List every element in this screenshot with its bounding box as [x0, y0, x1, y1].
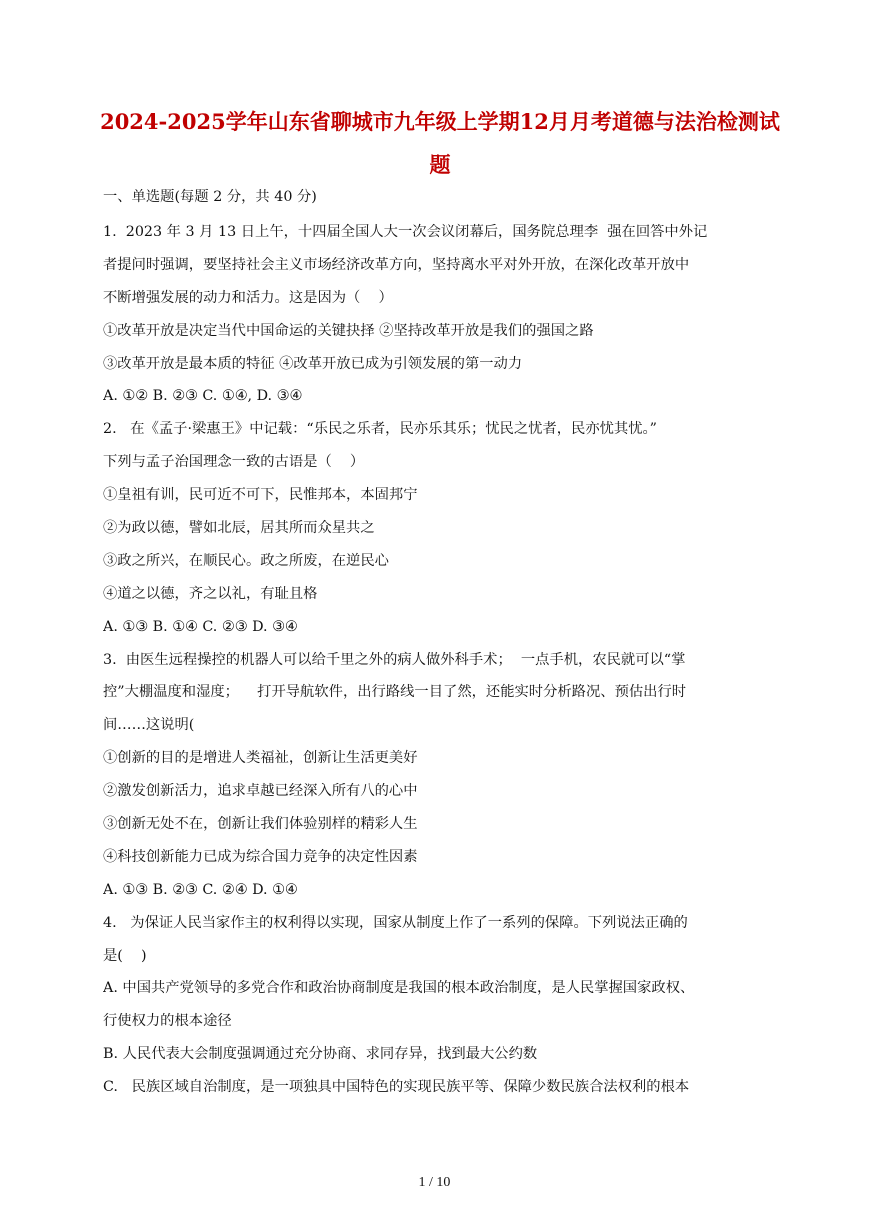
text-line: B. 人民代表大会制度强调通过充分协商、求同存异，找到最大公约数 [103, 1046, 538, 1063]
text-line: A. ①② B. ②③ C. ①④, D. ③④ [103, 388, 303, 405]
question-lines [103, 216, 769, 1104]
text-line: C. 民族区域自治制度，是一项独具中国特色的实现民族平等、保障少数民族合法权利的根本 [103, 1079, 690, 1096]
text-line: ①皇祖有训，民可近不可下，民惟邦本，本固邦宁 [103, 487, 418, 504]
text-line: 控”大棚温度和湿度； 打开导航软件，出行路线一目了然，还能实时分析路况、预估出行时 [103, 684, 687, 701]
text-line: 4. 为保证人民当家作主的权利得以实现，国家从制度上作了一系列的保障。下列说法正确的 [103, 914, 688, 931]
text-line: 不断增强发展的动力和活力。这是因为（ ） [103, 289, 393, 306]
text-line: 下列与孟子治国理念一致的古语是（ ） [103, 454, 365, 471]
document-body [103, 186, 769, 1104]
text-line: ④道之以德，齐之以礼，有耻且格 [103, 585, 318, 602]
text-line: ③改革开放是最本质的特征 ④改革开放已成为引领发展的第一动力 [103, 355, 523, 372]
text-line: ①创新的目的是增进人类福祉，创新让生活更美好 [103, 750, 418, 767]
text-line: 间……这说明( [103, 717, 195, 734]
text-line: A. ①③ B. ①④ C. ②③ D. ③④ [103, 618, 298, 635]
text-line: A. ①③ B. ②③ C. ②④ D. ①④ [103, 881, 298, 898]
text-line: 是( ) [103, 947, 147, 964]
text-line: 行使权力的根本途径 [103, 1013, 232, 1030]
text-line: 2. 在《孟子·梁惠王》中记载：“乐民之乐者，民亦乐其乐；忧民之忧者，民亦忧其忧。” [103, 421, 657, 438]
text-line: 者提问时强调，要坚持社会主义市场经济改革方向，坚持离水平对外开放，在深化改革开放中 [103, 256, 690, 273]
text-line: ④科技创新能力已成为综合国力竞争的决定性因素 [103, 848, 418, 865]
text-line: ②激发创新活力，追求卓越已经深入所有八的心中 [103, 783, 418, 800]
text-line: 3. 由医生远程操控的机器人可以给千里之外的病人做外科手术； 一点手机，农民就可以“掌 [103, 651, 686, 668]
text-line: 1. 2023 年 3 月 13 日上午，十四届全国人大一次会议闭幕后，国务院总理李 强在回答中外记 [103, 224, 708, 240]
text-line: ②为政以德，譬如北辰，居其所而众星共之 [103, 520, 375, 537]
section-heading: 一、单选题(每题 2 分，共 40 分) [103, 189, 317, 205]
page-title: 2024-2025学年山东省聊城市九年级上学期12月月考道德与法治检测试题 [100, 109, 780, 177]
text-line: ③政之所兴，在顺民心。政之所废，在逆民心 [103, 552, 389, 569]
text-line: ①改革开放是决定当代中国命运的关键抉择 ②坚持改革开放是我们的强国之路 [103, 322, 594, 339]
page-number: 1 / 10 [418, 1175, 451, 1190]
text-line: A. 中国共产党领导的多党合作和政治协商制度是我国的根本政治制度，是人民掌握国家政权、 [103, 980, 695, 997]
text-line: ③创新无处不在，创新让我们体验别样的精彩人生 [103, 816, 418, 833]
